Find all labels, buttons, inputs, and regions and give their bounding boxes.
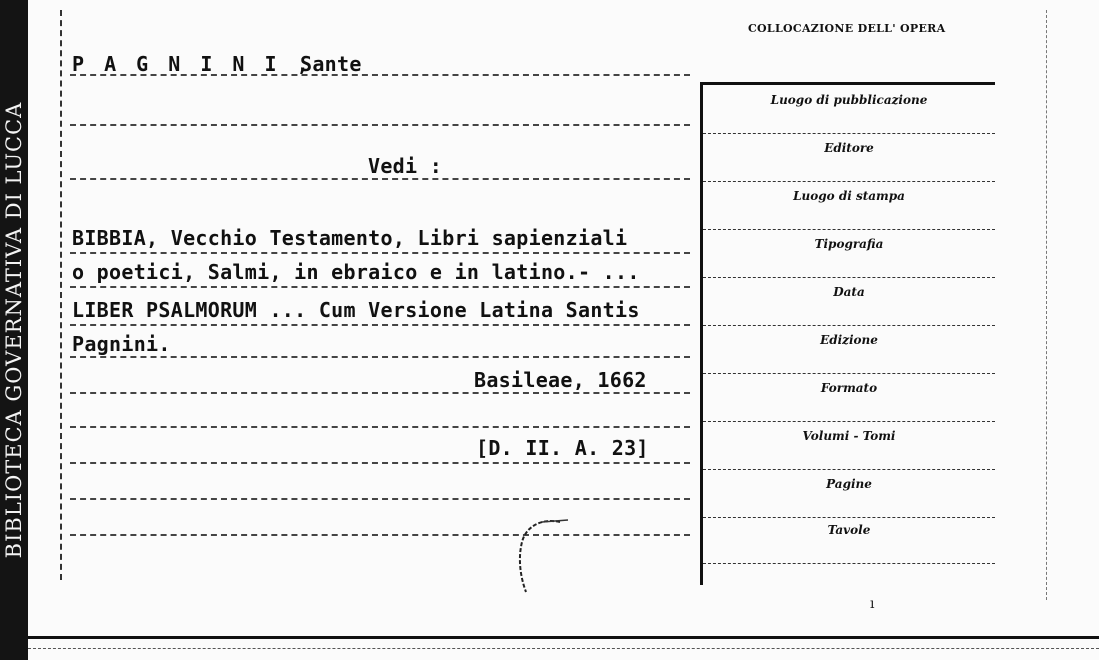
ruled-line [70,392,690,394]
field-label: Luogo di stampa [793,189,905,203]
binding-strip [0,0,28,660]
left-margin-rule [60,10,62,580]
right-margin-rule [1046,10,1047,600]
author-given-name: Sante [300,52,362,76]
bottom-rule [28,636,1099,639]
form-panel [700,82,995,585]
ruled-line [70,252,690,254]
ruled-line [70,356,690,358]
field-label: Data [833,285,865,299]
ruled-line [70,498,690,500]
stray-mark: ı [870,596,875,612]
form-field-line [703,133,995,134]
form-field-line [703,229,995,230]
field-label: Pagine [826,477,872,491]
ruled-line [70,286,690,288]
shelfmark: [D. II. A. 23] [476,436,649,460]
field-label: Luogo di pubblicazione [770,93,928,107]
ruled-line [70,462,690,464]
ruled-line [70,324,690,326]
bottom-rule-secondary [28,648,1099,649]
field-label: Tipografia [814,237,884,251]
field-label: Tavole [827,523,871,537]
form-field-line [703,517,995,518]
entry-line: o poetici, Salmi, in ebraico e in latino.- ... [72,260,640,284]
imprint: Basileae, 1662 [474,368,647,392]
handwritten-mark [512,516,572,596]
form-field-line [703,277,995,278]
field-label: Editore [824,141,874,155]
form-field-line [703,469,995,470]
entry-line: BIBBIA, Vecchio Testamento, Libri sapienziali [72,226,628,250]
entry-line: Pagnini. [72,332,171,356]
field-label: Volumi - Tomi [802,429,896,443]
form-field-line [703,421,995,422]
form-field-line [703,563,995,564]
form-title: COLLOCAZIONE DELL' OPERA [748,22,946,35]
form-field-line [703,325,995,326]
ruled-line [70,124,690,126]
see-reference-label: Vedi : [368,154,443,178]
form-field-line [703,373,995,374]
ruled-line [70,178,690,180]
ruled-line [70,534,690,536]
form-field-line [703,181,995,182]
entry-line: LIBER PSALMORUM ... Cum Versione Latina Santis [72,298,640,322]
ruled-line [70,426,690,428]
field-label: Formato [820,381,878,395]
field-label: Edizione [820,333,878,347]
library-stamp: BIBLIOTECA GOVERNATIVA DI LUCCA [2,101,26,559]
author-surname: P A G N I N I , [72,52,313,76]
